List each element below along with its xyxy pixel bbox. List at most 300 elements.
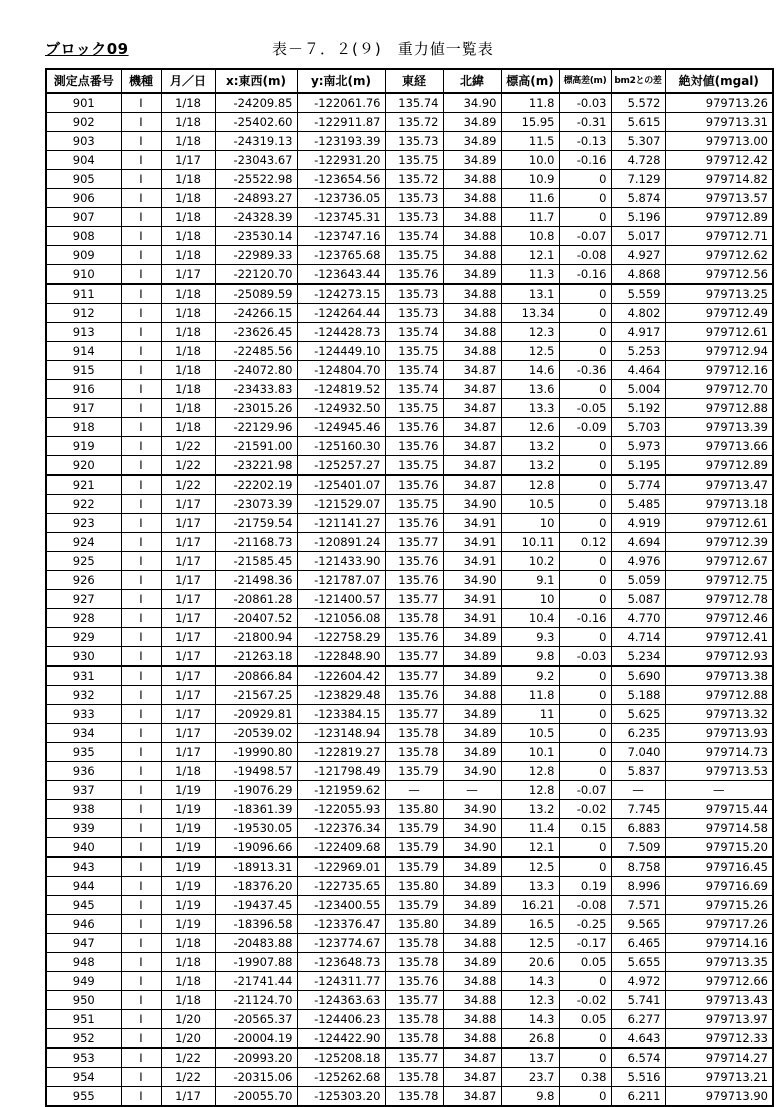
- cell-instrument: I: [121, 437, 161, 456]
- cell-y-value: -124804.70: [297, 361, 385, 380]
- cell-absolute-value: 979712.61: [665, 323, 773, 342]
- cell-bm2-diff: 5.087: [611, 590, 665, 609]
- cell-y-value: -122911.87: [297, 113, 385, 132]
- table-row: [46, 609, 773, 628]
- cell-elevation-diff: 0: [559, 743, 611, 762]
- col-header-elevation-diff: 標高差(m): [559, 69, 611, 93]
- cell-point-no: 906: [46, 189, 121, 208]
- cell-elevation: 14.6: [501, 361, 559, 380]
- cell-x-value: -19530.05: [215, 819, 297, 838]
- cell-elevation: 13.1: [501, 284, 559, 304]
- table-row: [46, 418, 773, 437]
- cell-absolute-value: —: [665, 781, 773, 800]
- cell-elevation-diff: 0: [559, 1048, 611, 1068]
- cell-date: 1/19: [161, 857, 215, 877]
- cell-longitude: 135.75: [385, 399, 443, 418]
- cell-y-value: -124932.50: [297, 399, 385, 418]
- cell-instrument: I: [121, 705, 161, 724]
- cell-y-value: -123400.55: [297, 896, 385, 915]
- cell-elevation-diff: -0.02: [559, 800, 611, 819]
- cell-point-no: 947: [46, 934, 121, 953]
- cell-x-value: -22129.96: [215, 418, 297, 437]
- cell-point-no: 907: [46, 208, 121, 227]
- cell-instrument: I: [121, 686, 161, 705]
- cell-absolute-value: 979712.46: [665, 609, 773, 628]
- cell-elevation: 10.9: [501, 170, 559, 189]
- cell-elevation-diff: -0.03: [559, 647, 611, 667]
- cell-longitude: 135.78: [385, 724, 443, 743]
- cell-x-value: -19437.45: [215, 896, 297, 915]
- cell-y-value: -123747.16: [297, 227, 385, 246]
- cell-elevation: 10.5: [501, 495, 559, 514]
- cell-elevation: 12.6: [501, 418, 559, 437]
- cell-elevation-diff: 0: [559, 838, 611, 858]
- cell-absolute-value: 979712.66: [665, 972, 773, 991]
- cell-longitude: 135.76: [385, 475, 443, 495]
- cell-latitude: 34.91: [443, 533, 501, 552]
- cell-absolute-value: 979715.26: [665, 896, 773, 915]
- table-row: [46, 456, 773, 476]
- table-row: [46, 781, 773, 800]
- cell-point-no: 936: [46, 762, 121, 781]
- cell-latitude: 34.87: [443, 1087, 501, 1107]
- cell-elevation-diff: 0: [559, 552, 611, 571]
- cell-latitude: 34.90: [443, 495, 501, 514]
- col-header-x-east-west: x:東西(m): [215, 69, 297, 93]
- cell-y-value: -124406.23: [297, 1010, 385, 1029]
- cell-date: 1/17: [161, 571, 215, 590]
- cell-instrument: I: [121, 323, 161, 342]
- cell-point-no: 912: [46, 304, 121, 323]
- cell-x-value: -21124.70: [215, 991, 297, 1010]
- cell-elevation-diff: 0: [559, 456, 611, 476]
- cell-point-no: 933: [46, 705, 121, 724]
- cell-bm2-diff: 5.615: [611, 113, 665, 132]
- cell-absolute-value: 979712.62: [665, 246, 773, 265]
- cell-absolute-value: 979714.82: [665, 170, 773, 189]
- cell-date: 1/20: [161, 1010, 215, 1029]
- cell-point-no: 950: [46, 991, 121, 1010]
- cell-elevation-diff: 0: [559, 972, 611, 991]
- cell-bm2-diff: 5.973: [611, 437, 665, 456]
- cell-x-value: -24072.80: [215, 361, 297, 380]
- cell-absolute-value: 979712.93: [665, 647, 773, 667]
- cell-longitude: 135.76: [385, 514, 443, 533]
- cell-instrument: I: [121, 666, 161, 686]
- cell-x-value: -18376.20: [215, 877, 297, 896]
- cell-longitude: 135.73: [385, 304, 443, 323]
- cell-elevation-diff: -0.36: [559, 361, 611, 380]
- cell-elevation: 12.5: [501, 342, 559, 361]
- cell-elevation-diff: 0.12: [559, 533, 611, 552]
- table-row: [46, 189, 773, 208]
- cell-bm2-diff: 5.195: [611, 456, 665, 476]
- cell-longitude: 135.77: [385, 533, 443, 552]
- cell-elevation: 10.1: [501, 743, 559, 762]
- cell-latitude: 34.89: [443, 628, 501, 647]
- cell-instrument: I: [121, 265, 161, 285]
- cell-instrument: I: [121, 189, 161, 208]
- cell-absolute-value: 979712.88: [665, 399, 773, 418]
- cell-point-no: 943: [46, 857, 121, 877]
- cell-x-value: -21567.25: [215, 686, 297, 705]
- cell-elevation-diff: 0: [559, 380, 611, 399]
- cell-date: 1/17: [161, 151, 215, 170]
- cell-point-no: 940: [46, 838, 121, 858]
- cell-latitude: 34.88: [443, 304, 501, 323]
- cell-instrument: I: [121, 151, 161, 170]
- cell-longitude: 135.80: [385, 877, 443, 896]
- table-row: [46, 552, 773, 571]
- cell-bm2-diff: 7.040: [611, 743, 665, 762]
- cell-absolute-value: 979713.93: [665, 724, 773, 743]
- cell-latitude: 34.90: [443, 838, 501, 858]
- cell-instrument: I: [121, 304, 161, 323]
- cell-x-value: -19990.80: [215, 743, 297, 762]
- cell-point-no: 911: [46, 284, 121, 304]
- table-row: [46, 934, 773, 953]
- cell-point-no: 938: [46, 800, 121, 819]
- cell-elevation: 9.8: [501, 1087, 559, 1107]
- cell-latitude: 34.89: [443, 877, 501, 896]
- table-row: [46, 686, 773, 705]
- cell-point-no: 935: [46, 743, 121, 762]
- cell-point-no: 951: [46, 1010, 121, 1029]
- cell-longitude: 135.76: [385, 265, 443, 285]
- cell-latitude: 34.89: [443, 705, 501, 724]
- cell-x-value: -20539.02: [215, 724, 297, 743]
- cell-longitude: 135.78: [385, 609, 443, 628]
- cell-longitude: 135.79: [385, 896, 443, 915]
- cell-instrument: I: [121, 227, 161, 246]
- cell-bm2-diff: 7.745: [611, 800, 665, 819]
- cell-longitude: 135.78: [385, 1010, 443, 1029]
- cell-instrument: I: [121, 590, 161, 609]
- cell-x-value: -20055.70: [215, 1087, 297, 1107]
- cell-x-value: -23015.26: [215, 399, 297, 418]
- table-row: [46, 705, 773, 724]
- cell-date: 1/18: [161, 380, 215, 399]
- cell-y-value: -123376.47: [297, 915, 385, 934]
- cell-latitude: 34.89: [443, 857, 501, 877]
- cell-instrument: I: [121, 762, 161, 781]
- cell-longitude: 135.72: [385, 170, 443, 189]
- cell-elevation-diff: 0: [559, 437, 611, 456]
- table-row: [46, 762, 773, 781]
- block-label: ブロック09: [45, 40, 129, 58]
- cell-date: 1/19: [161, 838, 215, 858]
- cell-elevation-diff: 0: [559, 628, 611, 647]
- cell-date: 1/18: [161, 304, 215, 323]
- cell-latitude: 34.88: [443, 208, 501, 227]
- cell-bm2-diff: 4.464: [611, 361, 665, 380]
- cell-date: 1/17: [161, 666, 215, 686]
- cell-y-value: -122931.20: [297, 151, 385, 170]
- cell-absolute-value: 979712.16: [665, 361, 773, 380]
- cell-y-value: -122055.93: [297, 800, 385, 819]
- cell-instrument: I: [121, 170, 161, 189]
- cell-longitude: 135.77: [385, 647, 443, 667]
- cell-point-no: 904: [46, 151, 121, 170]
- cell-elevation: 12.1: [501, 246, 559, 265]
- cell-date: 1/18: [161, 323, 215, 342]
- cell-date: 1/18: [161, 361, 215, 380]
- cell-longitude: 135.78: [385, 934, 443, 953]
- cell-date: 1/17: [161, 514, 215, 533]
- cell-elevation-diff: 0: [559, 189, 611, 208]
- cell-latitude: 34.88: [443, 246, 501, 265]
- cell-x-value: -21168.73: [215, 533, 297, 552]
- cell-elevation: 9.1: [501, 571, 559, 590]
- cell-x-value: -25402.60: [215, 113, 297, 132]
- cell-elevation: 23.7: [501, 1068, 559, 1087]
- cell-absolute-value: 979715.44: [665, 800, 773, 819]
- table-row: [46, 896, 773, 915]
- cell-elevation: 11.4: [501, 819, 559, 838]
- cell-bm2-diff: 5.192: [611, 399, 665, 418]
- cell-instrument: I: [121, 781, 161, 800]
- cell-bm2-diff: 4.976: [611, 552, 665, 571]
- table-row: [46, 1029, 773, 1049]
- cell-elevation: 12.1: [501, 838, 559, 858]
- cell-instrument: I: [121, 953, 161, 972]
- cell-elevation: 12.5: [501, 857, 559, 877]
- cell-elevation-diff: 0: [559, 666, 611, 686]
- cell-latitude: 34.87: [443, 399, 501, 418]
- cell-point-no: 937: [46, 781, 121, 800]
- cell-x-value: -18913.31: [215, 857, 297, 877]
- col-header-point-no: 測定点番号: [46, 69, 121, 93]
- cell-elevation: 10: [501, 590, 559, 609]
- cell-bm2-diff: 5.017: [611, 227, 665, 246]
- cell-instrument: I: [121, 132, 161, 151]
- cell-bm2-diff: 4.917: [611, 323, 665, 342]
- cell-latitude: 34.87: [443, 380, 501, 399]
- cell-point-no: 910: [46, 265, 121, 285]
- cell-bm2-diff: 8.758: [611, 857, 665, 877]
- table-row: [46, 991, 773, 1010]
- cell-x-value: -21800.94: [215, 628, 297, 647]
- cell-instrument: I: [121, 571, 161, 590]
- cell-point-no: 925: [46, 552, 121, 571]
- cell-instrument: I: [121, 1087, 161, 1107]
- col-header-absolute-value: 絶対値(mgal): [665, 69, 773, 93]
- table-row: [46, 533, 773, 552]
- cell-longitude: 135.75: [385, 495, 443, 514]
- cell-y-value: -125160.30: [297, 437, 385, 456]
- cell-elevation: 16.5: [501, 915, 559, 934]
- cell-instrument: I: [121, 1068, 161, 1087]
- cell-x-value: -21591.00: [215, 437, 297, 456]
- cell-elevation: 13.3: [501, 877, 559, 896]
- cell-elevation: 13.7: [501, 1048, 559, 1068]
- cell-latitude: 34.90: [443, 819, 501, 838]
- table-row: [46, 342, 773, 361]
- cell-absolute-value: 979713.31: [665, 113, 773, 132]
- cell-point-no: 920: [46, 456, 121, 476]
- cell-absolute-value: 979713.43: [665, 991, 773, 1010]
- cell-elevation-diff: 0: [559, 208, 611, 227]
- cell-elevation: 11.5: [501, 132, 559, 151]
- cell-y-value: -124363.63: [297, 991, 385, 1010]
- cell-bm2-diff: 5.485: [611, 495, 665, 514]
- cell-absolute-value: 979715.20: [665, 838, 773, 858]
- cell-latitude: 34.90: [443, 800, 501, 819]
- cell-date: 1/19: [161, 781, 215, 800]
- cell-elevation-diff: 0.05: [559, 953, 611, 972]
- cell-absolute-value: 979713.00: [665, 132, 773, 151]
- cell-longitude: 135.75: [385, 246, 443, 265]
- cell-y-value: -125303.20: [297, 1087, 385, 1107]
- cell-date: 1/17: [161, 743, 215, 762]
- cell-point-no: 905: [46, 170, 121, 189]
- cell-date: 1/17: [161, 590, 215, 609]
- cell-instrument: I: [121, 552, 161, 571]
- cell-latitude: 34.89: [443, 647, 501, 667]
- cell-elevation-diff: 0: [559, 590, 611, 609]
- cell-y-value: -122848.90: [297, 647, 385, 667]
- cell-latitude: 34.87: [443, 437, 501, 456]
- cell-instrument: I: [121, 609, 161, 628]
- table-row: [46, 838, 773, 858]
- cell-elevation: 10.2: [501, 552, 559, 571]
- cell-y-value: -124264.44: [297, 304, 385, 323]
- cell-absolute-value: 979712.70: [665, 380, 773, 399]
- cell-elevation: 13.6: [501, 380, 559, 399]
- cell-instrument: I: [121, 1010, 161, 1029]
- cell-y-value: -123774.67: [297, 934, 385, 953]
- cell-point-no: 928: [46, 609, 121, 628]
- cell-elevation-diff: 0: [559, 170, 611, 189]
- cell-date: 1/17: [161, 495, 215, 514]
- cell-bm2-diff: 4.802: [611, 304, 665, 323]
- cell-elevation-diff: 0: [559, 724, 611, 743]
- cell-latitude: 34.88: [443, 323, 501, 342]
- cell-x-value: -23221.98: [215, 456, 297, 476]
- table-row: [46, 437, 773, 456]
- table-row: [46, 265, 773, 285]
- cell-instrument: I: [121, 934, 161, 953]
- table-row: [46, 800, 773, 819]
- cell-elevation-diff: 0.19: [559, 877, 611, 896]
- cell-date: 1/17: [161, 533, 215, 552]
- cell-point-no: 903: [46, 132, 121, 151]
- cell-x-value: -21263.18: [215, 647, 297, 667]
- cell-elevation-diff: 0.05: [559, 1010, 611, 1029]
- cell-bm2-diff: 4.972: [611, 972, 665, 991]
- table-title: 表－７．２(９) 重力値一覧表: [272, 40, 494, 58]
- cell-absolute-value: 979713.53: [665, 762, 773, 781]
- cell-x-value: -23073.39: [215, 495, 297, 514]
- cell-longitude: 135.73: [385, 132, 443, 151]
- cell-x-value: -20315.06: [215, 1068, 297, 1087]
- cell-instrument: I: [121, 743, 161, 762]
- cell-longitude: 135.75: [385, 151, 443, 170]
- cell-x-value: -25089.59: [215, 284, 297, 304]
- cell-latitude: 34.89: [443, 953, 501, 972]
- cell-absolute-value: 979714.58: [665, 819, 773, 838]
- cell-date: 1/18: [161, 972, 215, 991]
- cell-date: 1/17: [161, 552, 215, 571]
- cell-longitude: 135.76: [385, 418, 443, 437]
- cell-point-no: 931: [46, 666, 121, 686]
- cell-latitude: 34.87: [443, 475, 501, 495]
- cell-longitude: 135.76: [385, 972, 443, 991]
- table-row: [46, 1048, 773, 1068]
- table-row: [46, 972, 773, 991]
- cell-latitude: 34.88: [443, 284, 501, 304]
- cell-longitude: 135.80: [385, 800, 443, 819]
- cell-y-value: -124819.52: [297, 380, 385, 399]
- cell-absolute-value: 979716.45: [665, 857, 773, 877]
- cell-longitude: 135.74: [385, 361, 443, 380]
- cell-date: 1/18: [161, 208, 215, 227]
- cell-y-value: -124422.90: [297, 1029, 385, 1049]
- cell-instrument: I: [121, 475, 161, 495]
- cell-elevation-diff: -0.16: [559, 265, 611, 285]
- cell-y-value: -121959.62: [297, 781, 385, 800]
- cell-x-value: -20866.84: [215, 666, 297, 686]
- cell-y-value: -121798.49: [297, 762, 385, 781]
- cell-elevation-diff: 0: [559, 304, 611, 323]
- cell-latitude: 34.89: [443, 724, 501, 743]
- cell-elevation: 11: [501, 705, 559, 724]
- cell-elevation-diff: 0.38: [559, 1068, 611, 1087]
- cell-longitude: 135.77: [385, 590, 443, 609]
- cell-elevation-diff: 0.15: [559, 819, 611, 838]
- cell-elevation: 20.6: [501, 953, 559, 972]
- cell-y-value: -123654.56: [297, 170, 385, 189]
- cell-bm2-diff: 5.655: [611, 953, 665, 972]
- cell-bm2-diff: 6.574: [611, 1048, 665, 1068]
- cell-absolute-value: 979713.32: [665, 705, 773, 724]
- cell-date: 1/17: [161, 647, 215, 667]
- cell-absolute-value: 979713.26: [665, 93, 773, 113]
- table-row: [46, 246, 773, 265]
- cell-x-value: -23626.45: [215, 323, 297, 342]
- table-row: [46, 666, 773, 686]
- cell-point-no: 939: [46, 819, 121, 838]
- cell-instrument: I: [121, 628, 161, 647]
- cell-elevation: 9.3: [501, 628, 559, 647]
- table-row: [46, 819, 773, 838]
- cell-bm2-diff: 5.874: [611, 189, 665, 208]
- cell-y-value: -121056.08: [297, 609, 385, 628]
- cell-date: 1/17: [161, 686, 215, 705]
- cell-longitude: 135.78: [385, 953, 443, 972]
- cell-point-no: 902: [46, 113, 121, 132]
- cell-elevation: 10.5: [501, 724, 559, 743]
- cell-x-value: -23530.14: [215, 227, 297, 246]
- cell-date: 1/18: [161, 953, 215, 972]
- table-row: [46, 93, 773, 113]
- cell-y-value: -121141.27: [297, 514, 385, 533]
- cell-absolute-value: 979713.97: [665, 1010, 773, 1029]
- cell-latitude: 34.88: [443, 170, 501, 189]
- cell-absolute-value: 979713.39: [665, 418, 773, 437]
- table-row: [46, 284, 773, 304]
- table-body: [46, 93, 773, 1106]
- cell-latitude: 34.88: [443, 342, 501, 361]
- cell-date: 1/22: [161, 437, 215, 456]
- cell-x-value: -21759.54: [215, 514, 297, 533]
- cell-absolute-value: 979712.67: [665, 552, 773, 571]
- cell-x-value: -19907.88: [215, 953, 297, 972]
- cell-y-value: -122409.68: [297, 838, 385, 858]
- cell-y-value: -121787.07: [297, 571, 385, 590]
- cell-bm2-diff: 4.728: [611, 151, 665, 170]
- table-row: [46, 857, 773, 877]
